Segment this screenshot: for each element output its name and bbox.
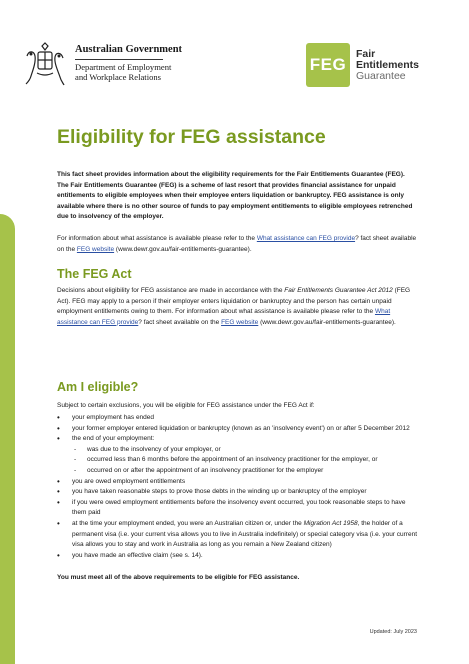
section-heading-eligibility: Am I eligible? bbox=[57, 380, 139, 394]
list-item: • your employment has ended bbox=[57, 413, 417, 424]
feg-website-link[interactable]: FEG website bbox=[221, 318, 259, 326]
coat-of-arms-icon bbox=[23, 42, 67, 88]
eligibility-intro: Subject to certain exclusions, you will be eligible for FEG assistance under the FEG Act if: bbox=[57, 402, 315, 409]
list-item: • you have made an effective claim (see s. 14). bbox=[57, 551, 417, 562]
government-logo bbox=[23, 42, 223, 102]
side-accent-bar bbox=[0, 232, 15, 664]
what-assistance-link[interactable]: What assistance can FEG provide bbox=[57, 308, 391, 326]
list-item: • you have taken reasonable steps to prove those debts in the winding up or bankruptcy of the employer bbox=[57, 487, 417, 498]
list-item: • if you were owed employment entitlements before the insolvency event occurred, you took reasonable steps to have them paid bbox=[57, 498, 417, 519]
info-paragraph: For information about what assistance is available please refer to the What assistance can FEG provide? fact sheet available on the FEG website (www.dewr.gov.au/fair-entitlements-guarantee). bbox=[57, 235, 417, 253]
eligibility-criteria-list bbox=[57, 413, 417, 561]
feg-act-paragraph: Decisions about eligibility for FEG assistance are made in accordance with the Fair Entitlements Guarantee Act 2012 (FEG Act). FEG may apply to a person if their employer enters liquidation or bankruptcy and the person has certain unpaid employment entitlements owing to them. For information about what assistance is available please refer to the What assistance can FEG provide? fact sheet available on the FEG website (www.dewr.gov.au/fair-entitlements-guarantee). bbox=[57, 287, 411, 326]
government-title: Australian Government bbox=[75, 44, 183, 55]
closing-statement: You must meet all of the above requirements to be eligible for FEG assistance. bbox=[57, 574, 300, 581]
sub-list-item: - occurred less than 6 months before the appointment of an insolvency practitioner for the employer, or bbox=[57, 455, 417, 466]
department-name: Department of Employment and Workplace Relations bbox=[75, 62, 172, 82]
list-item: • at the time your employment ended, you were an Australian citizen or, under the Migration Act 1958, the holder of a permanent visa (i.e. your current visa allows you to live in Australia indefinitely) or special category visa (i.e. your current visa allows you to stay and work in Australia as long as you remain a New Zealand citizen) bbox=[57, 519, 417, 551]
page-title: Eligibility for FEG assistance bbox=[57, 126, 326, 148]
divider bbox=[75, 59, 163, 60]
list-item: • your former employer entered liquidation or bankruptcy (known as an 'insolvency event') on or after 5 December 2012 bbox=[57, 424, 417, 435]
intro-paragraph: This fact sheet provides information about the eligibility requirements for the Fair Entitlements Guarantee (FEG). The Fair Entitlements Guarantee (FEG) is a scheme of last resort that provides financial assistance for unpaid entitlements to eligible employees when their employee enters liquidation or bankruptcy. FEG assistance is only available where there is no other source of funds to pay employment entitlements to eligible employees retrenched due to insolvency of the employer. bbox=[57, 171, 413, 221]
section-heading-feg-act: The FEG Act bbox=[57, 267, 132, 281]
feg-logo bbox=[306, 43, 446, 89]
updated-date: Updated: July 2023 bbox=[369, 629, 417, 635]
feg-logo-text: Fair Entitlements Guarantee bbox=[356, 48, 420, 82]
feg-website-link[interactable]: FEG website bbox=[76, 245, 115, 253]
feg-logo-badge: FEG bbox=[306, 43, 350, 87]
sub-list-item: - occurred on or after the appointment of an insolvency practitioner for the employer bbox=[57, 466, 417, 477]
sub-list-item: - was due to the insolvency of your employer, or bbox=[57, 445, 417, 456]
list-item: • the end of your employment: bbox=[57, 434, 417, 445]
what-assistance-link[interactable]: What assistance can FEG provide bbox=[256, 235, 356, 242]
list-item: • you are owed employment entitlements bbox=[57, 477, 417, 488]
